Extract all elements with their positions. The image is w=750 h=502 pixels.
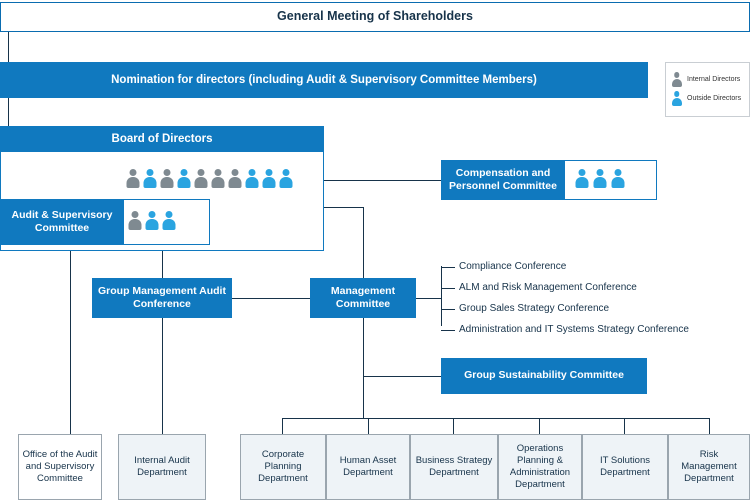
director-icon	[211, 168, 225, 188]
connector-board-gmac	[162, 251, 163, 278]
department-box: Business Strategy Department	[410, 434, 498, 500]
connector-nomination-board	[8, 98, 9, 126]
committee-member-icon	[162, 210, 176, 230]
committee-member-icon	[611, 168, 625, 188]
audit-supervisory-committee-title: Audit & Supervisory Committee	[0, 199, 124, 245]
department-box: Risk Management Department	[668, 434, 750, 500]
group-sustainability-committee: Group Sustainability Committee	[441, 358, 647, 394]
connector-management-depts-v	[363, 376, 364, 418]
department-box: Internal Audit Department	[118, 434, 206, 500]
connector-dept-5	[624, 418, 625, 434]
legend-label-internal: Internal Directors	[687, 76, 741, 83]
department-box: Human Asset Department	[326, 434, 410, 500]
committee-member-icon	[575, 168, 589, 188]
conference-list	[441, 256, 741, 340]
board-of-directors-title: Board of Directors	[0, 126, 324, 152]
conference-item: Group Sales Strategy Conference	[441, 298, 741, 319]
compensation-committee-member-icons	[575, 168, 625, 188]
nomination-for-directors: Nomination for directors (including Audit & Supervisory Committee Members)	[0, 62, 648, 98]
group-management-audit-conference: Group Management Audit Conference	[92, 278, 232, 318]
connector-shareholders-nomination	[8, 32, 9, 62]
director-icon	[126, 168, 140, 188]
legend	[665, 62, 750, 117]
board-members-icons	[126, 168, 293, 188]
connector-board-management	[363, 207, 364, 278]
general-meeting-of-shareholders: General Meeting of Shareholders	[0, 2, 750, 32]
director-icon	[194, 168, 208, 188]
audit-committee-member-icons	[128, 210, 176, 230]
legend-label-outside: Outside Directors	[687, 95, 742, 102]
conference-item: Compliance Conference	[441, 256, 741, 277]
department-box: IT Solutions Department	[582, 434, 668, 500]
connector-board-audit-office	[70, 251, 71, 434]
department-box: Office of the Audit and Supervisory Committee	[18, 434, 102, 500]
director-icon	[245, 168, 259, 188]
connector-board-management-h	[324, 207, 364, 208]
outside-director-icon	[671, 91, 682, 106]
department-box: Operations Planning & Administration Department	[498, 434, 582, 500]
conference-item: Administration and IT Systems Strategy Conference	[441, 319, 741, 340]
internal-director-icon	[671, 72, 682, 87]
director-icon	[143, 168, 157, 188]
director-icon	[177, 168, 191, 188]
director-icon	[228, 168, 242, 188]
legend-item-internal	[671, 70, 744, 89]
connector-dept-1	[282, 418, 283, 434]
connector-management-sustainability-v	[363, 318, 364, 376]
connector-dept-4	[539, 418, 540, 434]
connector-management-conferences	[416, 298, 441, 299]
connector-dept-3	[453, 418, 454, 434]
conference-item: ALM and Risk Management Conference	[441, 277, 741, 298]
management-committee: Management Committee	[310, 278, 416, 318]
compensation-committee-title: Compensation and Personnel Committee	[441, 160, 565, 200]
department-box: Corporate Planning Department	[240, 434, 326, 500]
connector-gmac-management	[232, 298, 310, 299]
connector-gmac-internal-audit	[162, 318, 163, 434]
director-icon	[279, 168, 293, 188]
legend-item-outside	[671, 89, 744, 108]
connector-board-compensation	[324, 180, 441, 181]
director-icon	[160, 168, 174, 188]
committee-member-icon	[145, 210, 159, 230]
committee-member-icon	[128, 210, 142, 230]
director-icon	[262, 168, 276, 188]
connector-depts-bus	[282, 418, 710, 419]
connector-dept-2	[368, 418, 369, 434]
connector-management-sustainability-h	[363, 376, 441, 377]
committee-member-icon	[593, 168, 607, 188]
connector-dept-6	[709, 418, 710, 434]
